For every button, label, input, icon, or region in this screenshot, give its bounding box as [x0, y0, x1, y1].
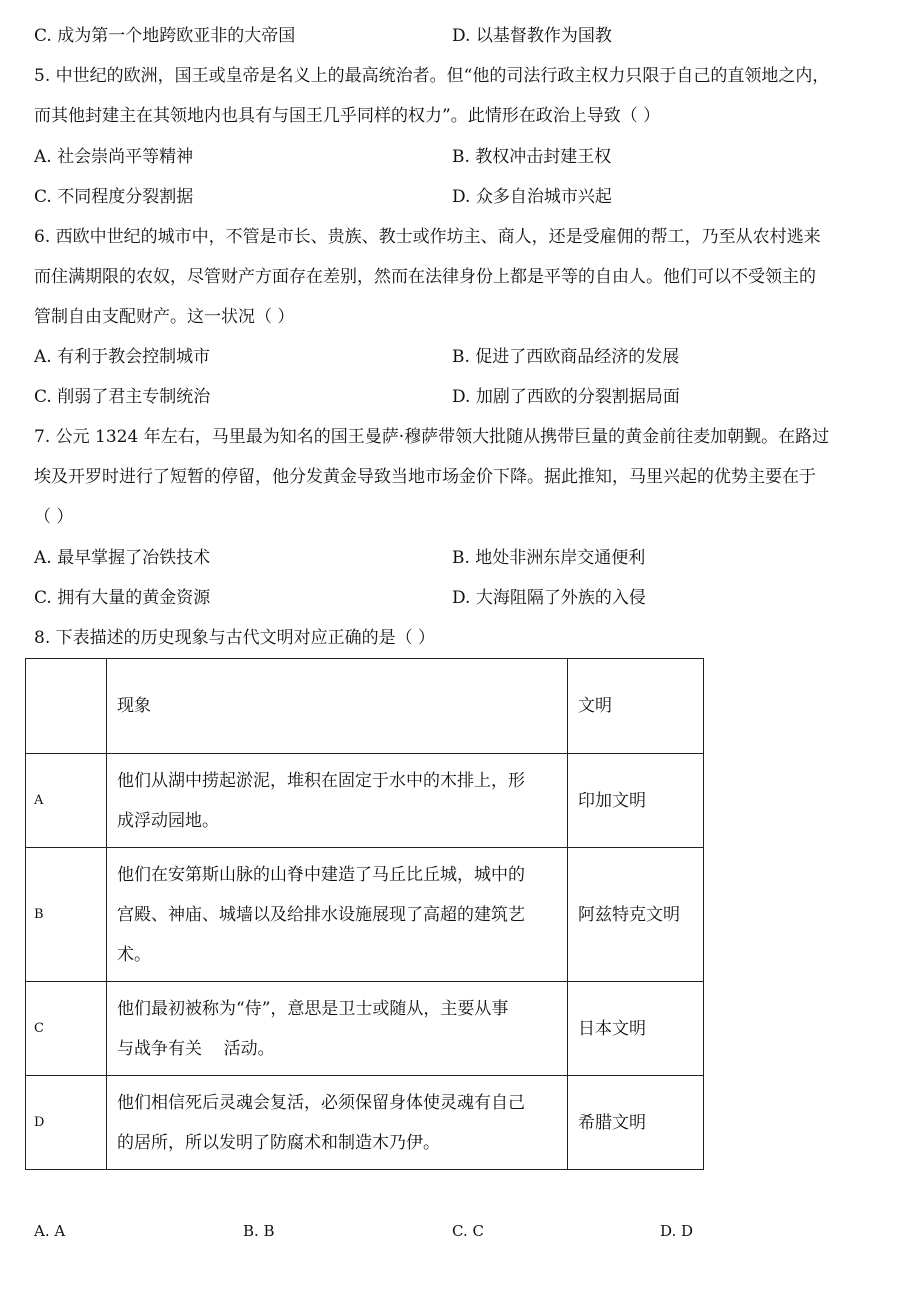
row-civilization-c: 日本文明 [568, 982, 704, 1076]
table-header-row [26, 659, 704, 754]
row-label-d: D [26, 1076, 107, 1170]
q6-option-c: C. 削弱了君主专制统治 [34, 387, 211, 407]
civilization-table [25, 658, 704, 1170]
phenomenon-line: 他们在安第斯山脉的山脊中建造了马丘比丘城，城中的 [117, 864, 525, 885]
q7-option-a: A. 最早掌握了冶铁技术 [34, 548, 211, 568]
row-phenomenon-b [107, 848, 568, 982]
q7-stem-line-1: 7. 公元 1324 年左右，马里最为知名的国王曼萨·穆萨带领大批随从携带巨量的黄金前往麦加朝觐。在路过 [34, 427, 830, 447]
row-phenomenon-a [107, 754, 568, 848]
q8-stem: 8. 下表描述的历史现象与古代文明对应正确的是（ ） [34, 628, 436, 648]
phenomenon-line: 宫殿、神庙、城墙以及给排水设施展现了高超的建筑艺 [117, 904, 525, 925]
table-row [26, 982, 704, 1076]
q7-option-d: D. 大海阻隔了外族的入侵 [452, 588, 646, 608]
phenomenon-line: 他们从湖中捞起淤泥，堆积在固定于水中的木排上，形 [117, 770, 525, 791]
phenomenon-line: 与战争有关 活动。 [117, 1038, 275, 1059]
q5-option-d: D. 众多自治城市兴起 [452, 187, 612, 207]
q6-stem-line-3: 管制自由支配财产。这一状况（ ） [34, 307, 295, 327]
table-row [26, 754, 704, 848]
q7-option-b: B. 地处非洲东岸交通便利 [452, 548, 646, 568]
row-label-a: A [26, 754, 107, 848]
row-phenomenon-d [107, 1076, 568, 1170]
q8-option-d: D. D [660, 1222, 694, 1240]
q5-stem-line-1: 5. 中世纪的欧洲，国王或皇帝是名义上的最高统治者。但“他的司法行政主权力只限于自己的直领地之内， [34, 66, 830, 86]
q8-option-a: A. A [34, 1222, 66, 1240]
q5-stem-line-2: 而其他封建主在其领地内也具有与国王几乎同样的权力”。此情形在政治上导致（ ） [34, 106, 661, 126]
q7-option-c: C. 拥有大量的黄金资源 [34, 588, 211, 608]
header-civilization-cell: 文明 [568, 659, 704, 754]
phenomenon-line: 的居所，所以发明了防腐术和制造木乃伊。 [117, 1132, 440, 1153]
q7-stem-line-3: （ ） [34, 507, 74, 527]
q4-option-c: C. 成为第一个地跨欧亚非的大帝国 [34, 26, 296, 46]
q5-option-a: A. 社会崇尚平等精神 [34, 147, 194, 167]
q8-option-c: C. C [452, 1222, 484, 1240]
header-label-cell [26, 659, 107, 754]
row-civilization-d: 希腊文明 [568, 1076, 704, 1170]
row-civilization-b: 阿兹特克文明 [568, 848, 704, 982]
phenomenon-line: 他们最初被称为“侍”，意思是卫士或随从，主要从事 [117, 998, 509, 1019]
q6-stem-line-1: 6. 西欧中世纪的城市中，不管是市长、贵族、教士或作坊主、商人，还是受雇佣的帮工，乃至从农村逃来 [34, 227, 821, 247]
q5-option-b: B. 教权冲击封建王权 [452, 147, 612, 167]
phenomenon-line: 术。 [117, 944, 151, 965]
q6-option-a: A. 有利于教会控制城市 [34, 347, 211, 367]
header-phenomenon-cell: 现象 [107, 659, 568, 754]
table-row [26, 1076, 704, 1170]
row-phenomenon-c [107, 982, 568, 1076]
table-row [26, 848, 704, 982]
q6-stem-line-2: 而住满期限的农奴，尽管财产方面存在差别，然而在法律身份上都是平等的自由人。他们可以不受领主的 [34, 267, 816, 287]
phenomenon-line: 成浮动园地。 [117, 810, 219, 831]
phenomenon-line: 他们相信死后灵魂会复活，必须保留身体使灵魂有自己 [117, 1092, 525, 1113]
q5-option-c: C. 不同程度分裂割据 [34, 187, 194, 207]
row-civilization-a: 印加文明 [568, 754, 704, 848]
q6-option-b: B. 促进了西欧商品经济的发展 [452, 347, 680, 367]
q8-option-b: B. B [243, 1222, 275, 1240]
row-label-c: C [26, 982, 107, 1076]
q4-option-d: D. 以基督教作为国教 [452, 26, 612, 46]
q7-stem-line-2: 埃及开罗时进行了短暂的停留，他分发黄金导致当地市场金价下降。据此推知，马里兴起的优势主要在于 [34, 467, 816, 487]
row-label-b: B [26, 848, 107, 982]
q6-option-d: D. 加剧了西欧的分裂割据局面 [452, 387, 680, 407]
